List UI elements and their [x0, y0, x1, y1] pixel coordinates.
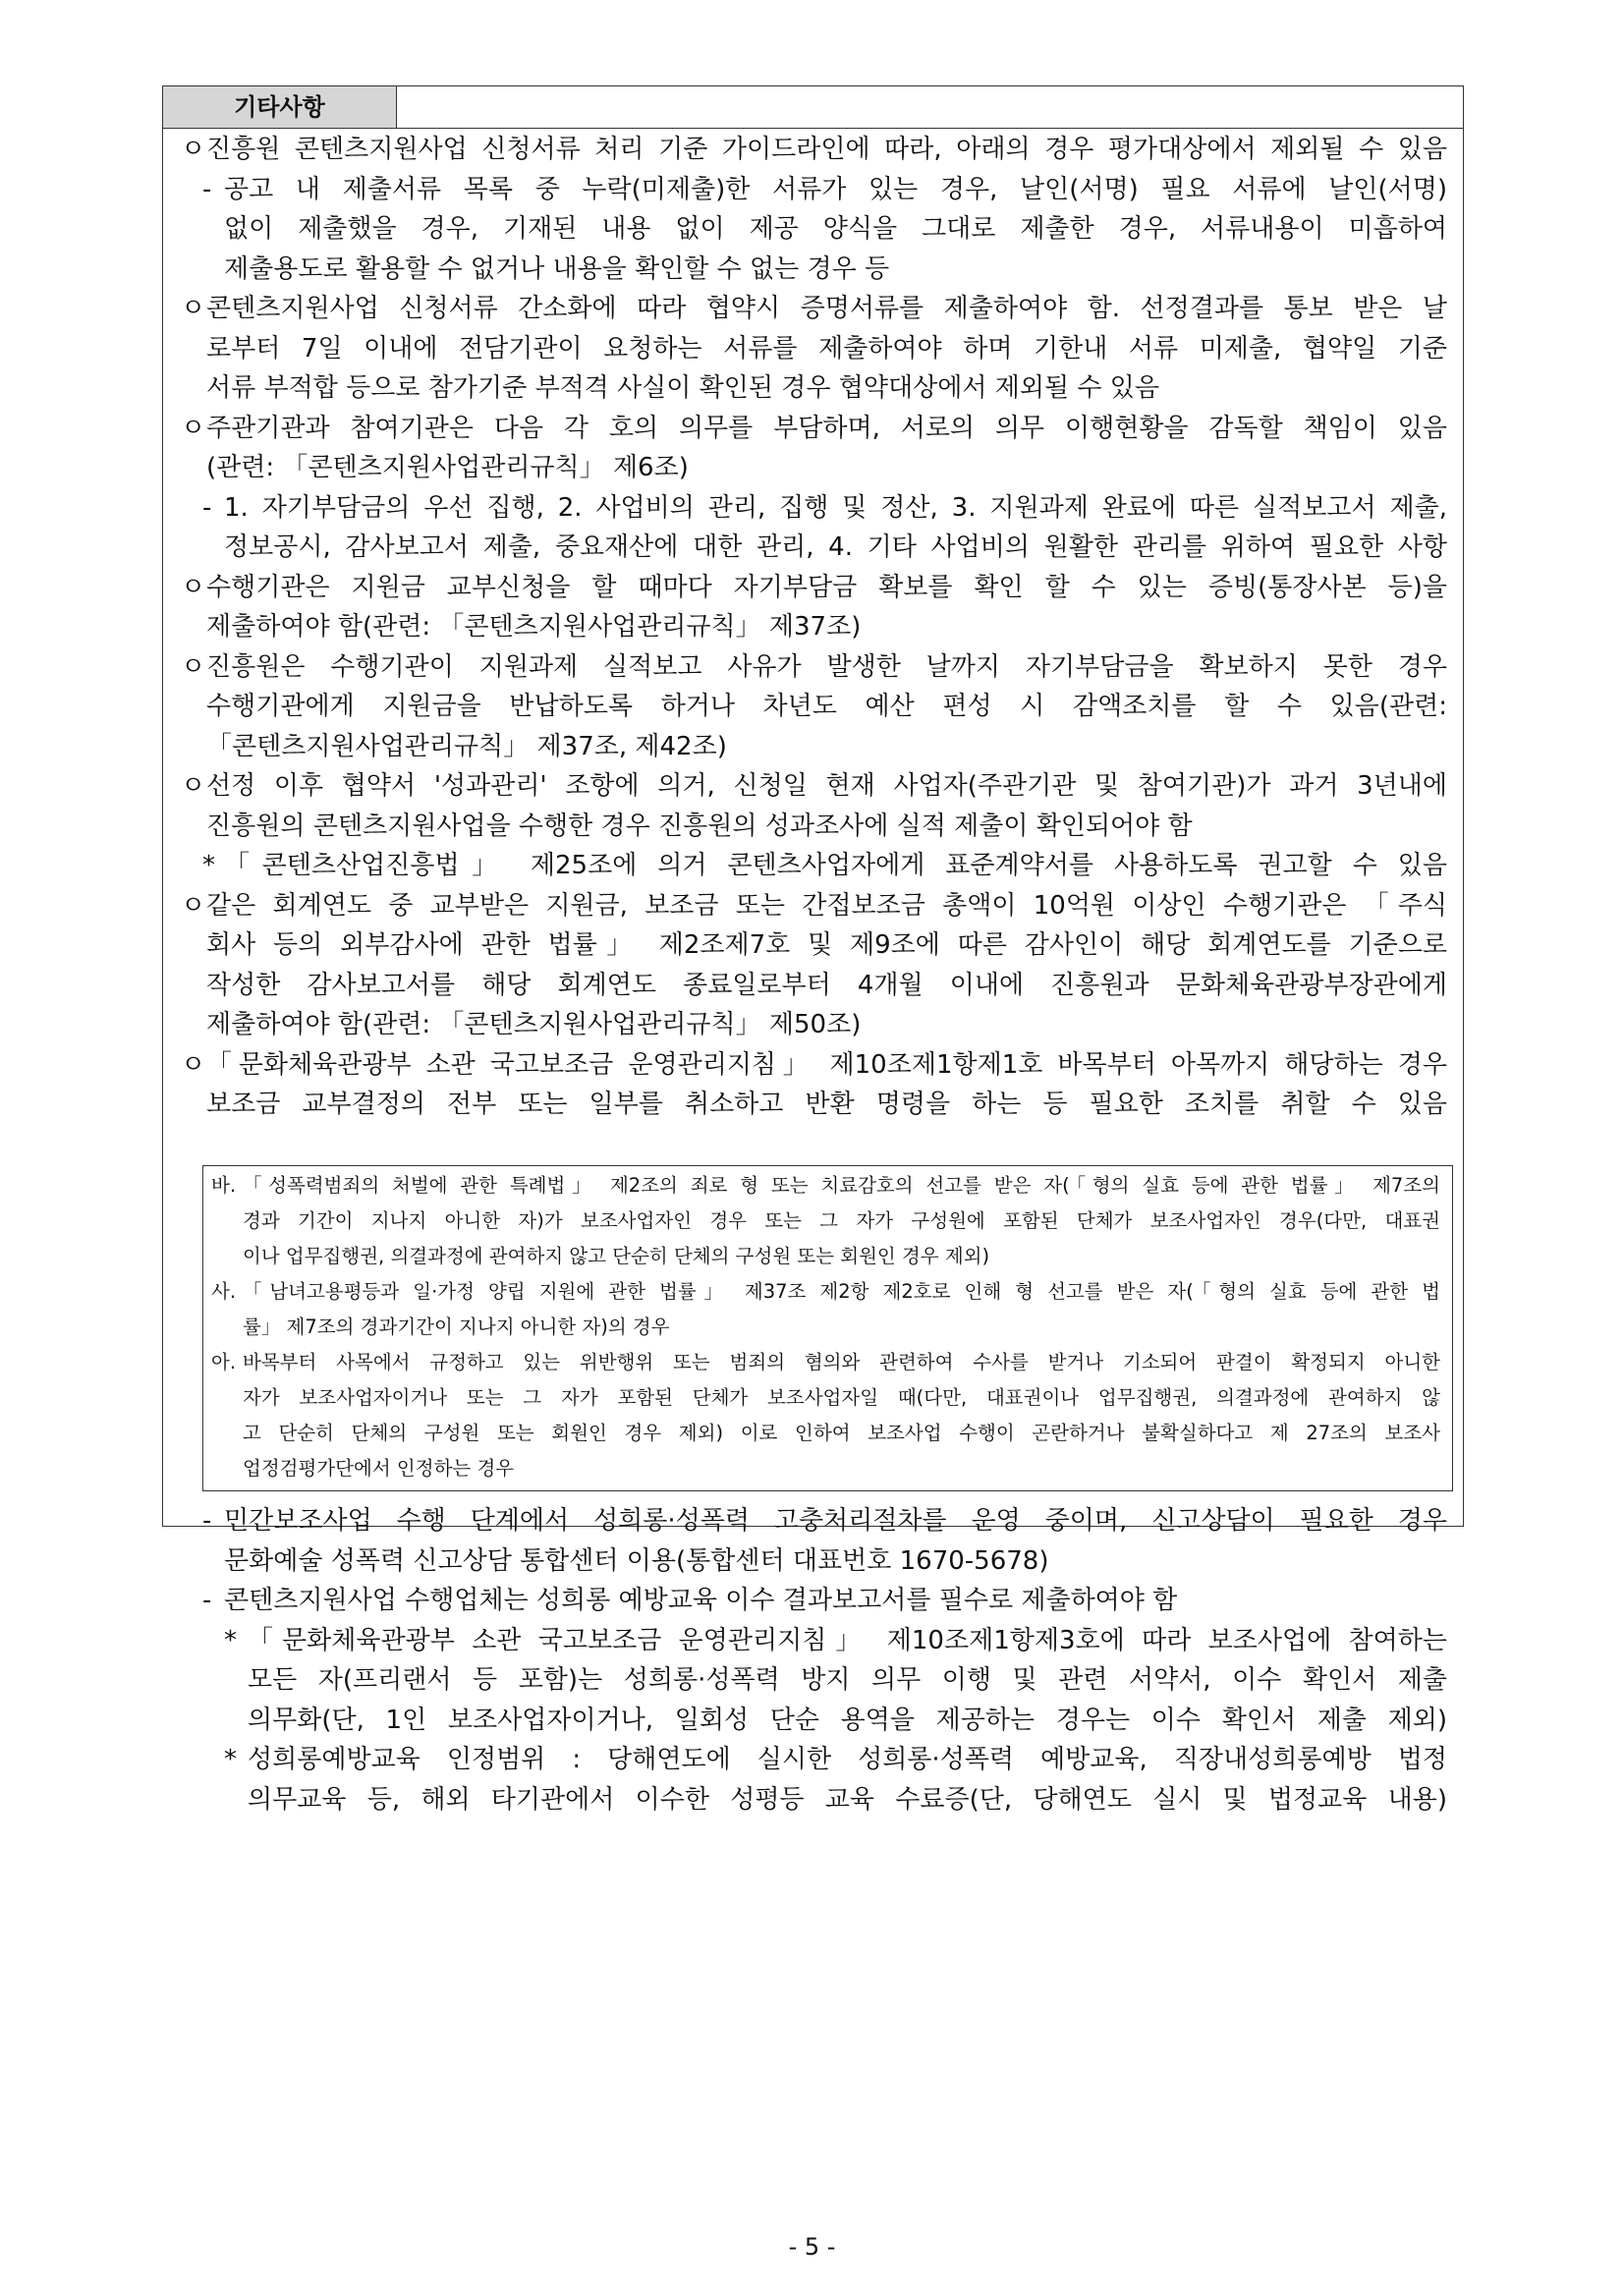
item-marker: - [202, 1586, 212, 1615]
item-marker: * [224, 1745, 237, 1774]
text-line: 「문화체육관광부 소관 국고보조금 운영관리지침」 제10조제1항제3호에 따라 보조사업에 참여하는 [248, 1625, 1447, 1655]
page-number: - 5 - [788, 2233, 836, 2261]
text-line: 의무화(단, 1인 보조사업자이거나, 일회성 단순 용역을 제공하는 경우는 이수 확인서 제출 제외) [248, 1705, 1447, 1735]
text-line: 「콘텐츠지원사업관리규칙」 제37조, 제42조) [206, 731, 727, 761]
text-line: 서류 부적합 등으로 참가기준 부적격 사실이 확인된 경우 협약대상에서 제외될 수 있음 [206, 373, 1159, 403]
text-line: 1. 자기부담금의 우선 집행, 2. 사업비의 관리, 집행 및 정산, 3. 지원과제 완료에 따른 실적보고서 제출, [224, 492, 1447, 523]
text-line: 제출하여야 함(관련: 「콘텐츠지원사업관리규칙」 제50조) [206, 1010, 862, 1039]
item-marker: 바. [211, 1174, 237, 1197]
text-line: 공고 내 제출서류 목록 중 누락(미제출)한 서류가 있는 경우, 날인(서명) 필요 서류에 날인(서명) [224, 174, 1447, 204]
section-title: 기타사항 [163, 86, 397, 128]
text-line: 정보공시, 감사보고서 제출, 중요재산에 대한 관리, 4. 기타 사업비의 원활한 관리를 위하여 필요한 사항 [224, 532, 1447, 562]
text-line: 주관기관과 참여기관은 다음 각 호의 의무를 부담하며, 서로의 의무 이행현황을 감독할 책임이 있음 [206, 413, 1447, 443]
section-header-row [163, 86, 1463, 129]
text-line: 「문화체육관광부 소관 국고보조금 운영관리지침」 제10조제1항제1호 바목부터 아목까지 해당하는 경우 [206, 1049, 1447, 1080]
text-line: (관련: 「콘텐츠지원사업관리규칙」 제6조) [206, 453, 689, 482]
regulation-note-box [202, 1165, 1453, 1491]
text-line: 콘텐츠지원사업 신청서류 간소화에 따라 협약시 증명서류를 제출하여야 함. 선정결과를 통보 받은 날 [206, 294, 1447, 323]
item-marker: * [224, 1625, 237, 1655]
item-marker: ㅇ [181, 294, 206, 323]
text-line: 제출하여야 함(관련: 「콘텐츠지원사업관리규칙」 제37조) [206, 612, 862, 642]
text-line: 업정검평가단에서 인정하는 경우 [243, 1457, 515, 1480]
item-marker: ㅇ [181, 890, 206, 921]
text-line: 고 단순히 단체의 구성원 또는 회원인 경우 제외) 이로 인하여 보조사업 수행이 곤란하거나 불확실하다고 제 27조의 보조사 [243, 1422, 1440, 1444]
text-line: 민간보조사업 수행 단계에서 성희롱·성폭력 고충처리절차를 운영 중이며, 신고상담이 필요한 경우 [224, 1506, 1447, 1536]
other-matters-box [162, 85, 1464, 1815]
text-line: 「남녀고용평등과 일·가정 양립 지원에 관한 법률」 제37조 제2항 제2호로 인해 형 선고를 받은 자(「형의 실효 등에 관한 법 [243, 1280, 1440, 1303]
item-marker: - [202, 492, 212, 523]
item-marker: ㅇ [181, 771, 206, 801]
text-line: 로부터 7일 이내에 전담기관이 요청하는 서류를 제출하여야 하며 기한내 서류 미제출, 협약일 기준 [206, 333, 1447, 364]
text-line: 모든 자(프리랜서 등 포함)는 성희롱·성폭력 방지 의무 이행 및 관련 서약서, 이수 확인서 제출 [248, 1665, 1447, 1695]
text-line: 문화예술 성폭력 신고상담 통합센터 이용(통합센터 대표번호 1670-5678) [224, 1545, 1049, 1576]
text-line: 콘텐츠지원사업 수행업체는 성희롱 예방교육 이수 결과보고서를 필수로 제출하여야 함 [224, 1586, 1178, 1615]
text-line: 의무교육 등, 해외 타기관에서 이수한 성평등 교육 수료증(단, 당해연도 실시 및 법정교육 내용) [248, 1784, 1447, 1815]
text-line: 바목부터 사목에서 규정하고 있는 위반행위 또는 범죄의 혐의와 관련하여 수사를 받거나 기소되어 판결이 확정되지 아니한 [243, 1351, 1440, 1373]
item-marker: ㅇ [181, 413, 206, 443]
text-line: 없이 제출했을 경우, 기재된 내용 없이 제공 양식을 그대로 제출한 경우, 서류내용이 미흡하여 [224, 214, 1447, 244]
item-marker: ㅇ [181, 572, 206, 602]
text-line: 성희롱예방교육 인정범위 : 당해연도에 실시한 성희롱·성폭력 예방교육, 직장내성희롱예방 법정 [248, 1745, 1447, 1774]
item-marker: 아. [211, 1351, 237, 1373]
text-line: 회사 등의 외부감사에 관한 법률」 제2조제7호 및 제9조에 따른 감사인이 해당 회계연도를 기준으로 [206, 930, 1447, 960]
text-line: 제출용도로 활용할 수 없거나 내용을 확인할 수 없는 경우 등 [224, 253, 890, 284]
text-line: 자가 보조사업자이거나 또는 그 자가 포함된 단체가 보조사업자일 때(다만, 대표권이나 업무집행권, 의결과정에 관여하지 않 [243, 1386, 1440, 1409]
text-line: 진흥원은 수행기관이 지원과제 실적보고 사유가 발생한 날까지 자기부담금을 확보하지 못한 경우 [206, 651, 1447, 682]
text-line: 진흥원 콘텐츠지원사업 신청서류 처리 기준 가이드라인에 따라, 아래의 경우 평가대상에서 제외될 수 있음 [206, 135, 1447, 164]
item-marker: * [202, 851, 215, 880]
text-line: 「콘텐츠산업진흥법」 제25조에 의거 콘텐츠사업자에게 표준계약서를 사용하도록 권고할 수 있음 [224, 851, 1447, 880]
text-line: 률」 제7조의 경과기간이 지나지 아니한 자)의 경우 [243, 1316, 670, 1338]
item-marker: ㅇ [181, 135, 206, 164]
item-marker: ㅇ [181, 1049, 206, 1080]
text-line: 수행기관은 지원금 교부신청을 할 때마다 자기부담금 확보를 확인 할 수 있는 증빙(통장사본 등)을 [206, 572, 1447, 602]
item-marker: 사. [211, 1280, 237, 1303]
text-line: 수행기관에게 지원금을 반납하도록 하거나 차년도 예산 편성 시 감액조치를 할 수 있음(관련: [206, 692, 1447, 721]
text-line: 진흥원의 콘텐츠지원사업을 수행한 경우 진흥원의 성과조사에 실적 제출이 확인되어야 함 [206, 811, 1193, 841]
text-line: 보조금 교부결정의 전부 또는 일부를 취소하고 반환 명령을 하는 등 필요한 조치를 취할 수 있음 [206, 1090, 1447, 1119]
text-line: 같은 회계연도 중 교부받은 지원금, 보조금 또는 간접보조금 총액이 10억원 이상인 수행기관은 「주식 [206, 890, 1447, 921]
text-line: 작성한 감사보고서를 해당 회계연도 종료일로부터 4개월 이내에 진흥원과 문화체육관광부장관에게 [206, 970, 1447, 1000]
text-line: 경과 기간이 지나지 아니한 자)가 보조사업자인 경우 또는 그 자가 구성원에 포함된 단체가 보조사업자인 경우(다만, 대표권 [243, 1209, 1440, 1232]
text-line: 이나 업무집행권, 의결과정에 관여하지 않고 단순히 단체의 구성원 또는 회원인 경우 제외) [243, 1245, 990, 1267]
item-marker: - [202, 1506, 212, 1536]
item-marker: - [202, 174, 212, 204]
text-line: 「성폭력범죄의 처벌에 관한 특례법」 제2조의 죄로 형 또는 치료감호의 선고를 받은 자(「형의 실효 등에 관한 법률」 제7조의 [243, 1174, 1440, 1197]
text-line: 선정 이후 협약서 '성과관리' 조항에 의거, 신청일 현재 사업자(주관기관 및 참여기관)가 과거 3년내에 [206, 771, 1447, 801]
item-marker: ㅇ [181, 651, 206, 682]
